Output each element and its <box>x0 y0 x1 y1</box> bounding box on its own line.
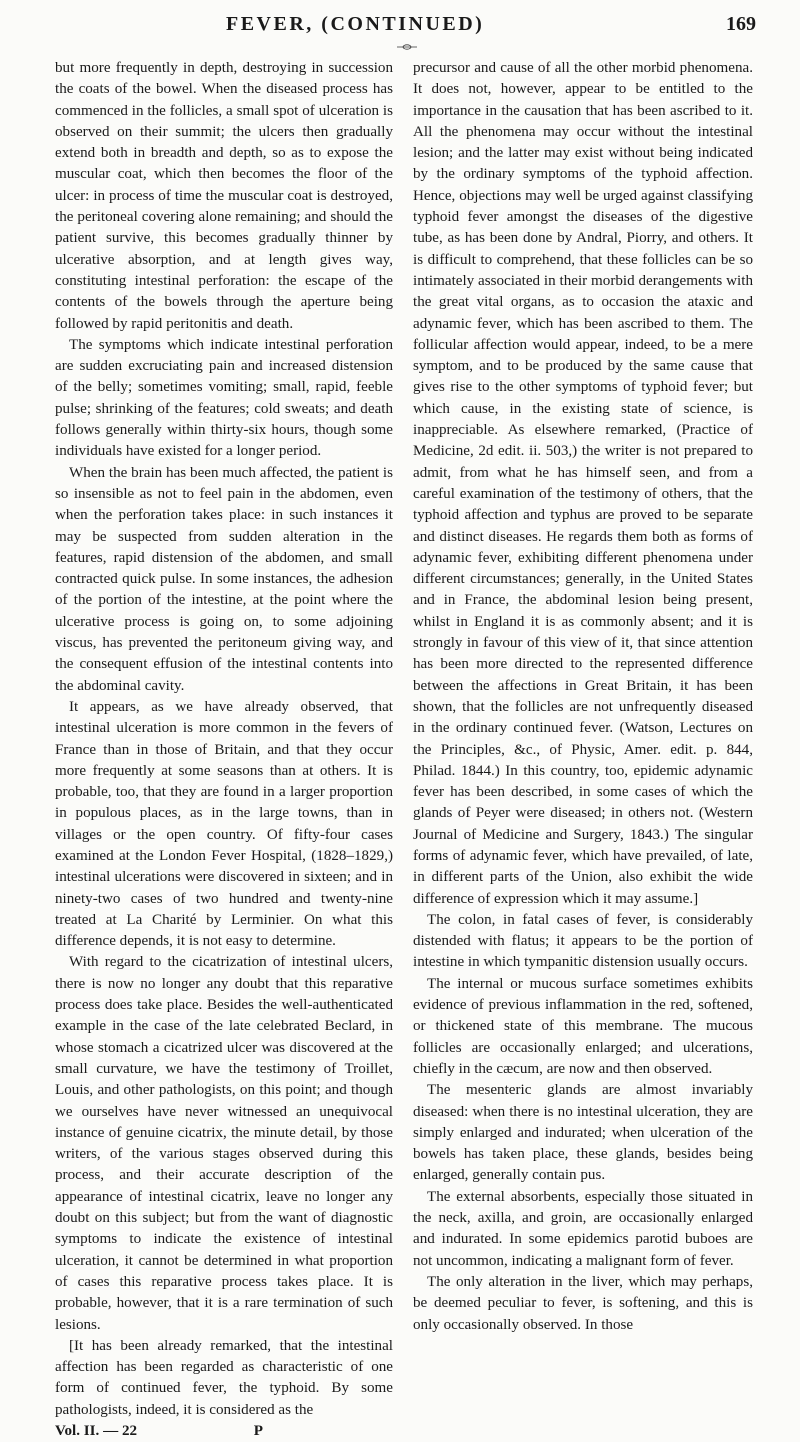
paragraph: When the brain has been much affected, the patient is so insensible as not to feel pain in the abdomen, even when the perforation takes place: in such instances it may be suspected from sudden alteration in the features, rapid distension of the abdomen, and small contracted quick pulse. In some instances, the adhesion of the portion of the intestine, at the point where the ulcerative process is going on, to some adjoining viscus, has prevented the peritoneum giving way, and the consequent effusion of the intestinal contents into the abdominal cavity. <box>55 464 393 694</box>
page-footer <box>55 1421 393 1442</box>
left-column <box>55 58 393 1442</box>
paragraph: With regard to the cicatrization of intestinal ulcers, there is now no longer any doubt that this reparative process does take place. Besides the well-authenticated example in the case of the late celebrated Beclard, in whose stomach a cicatrized ulcer was discovered at the small curvature, we have the testimony of Troillet, Louis, and other pathologists, on this point; and though we ourselves have never witnessed an unequivocal instance of genuine cicatrix, the minute detail, by those writers, of the various stages observed during this process, and their accurate description of the appearance of intestinal cicatrix, leave no longer any doubt on this subject; but from the want of diagnostic symptoms to indicate the existence of intestinal ulceration, it cannot be determined in what proportion of cases this reparative process takes place. It is probable, however, that it is a rare termination of such lesions. <box>55 954 393 1333</box>
running-title: FEVER, (CONTINUED) <box>226 13 485 35</box>
paragraph: The external absorbents, especially those situated in the neck, axilla, and groin, are occasionally enlarged and indurated. In some epidemics parotid buboes are not uncommon, indicating a malignant form of fever. <box>413 1188 753 1269</box>
ornament-icon <box>397 42 417 52</box>
paragraph: The mesenteric glands are almost invariably diseased: when there is no intestinal ulceration, they are simply enlarged and indurated; when ulceration of the bowels has taken place, these glands, besides being enlarged, generally contain pus. <box>413 1082 753 1184</box>
running-head <box>0 13 800 43</box>
right-column <box>413 58 753 1336</box>
signature-mark: P <box>253 1423 263 1439</box>
paragraph: precursor and cause of all the other morbid phenomena. It does not, however, appear to be entitled to the importance in the causation that has been ascribed to it. All the phenomena may occur without the intestinal lesion; and the latter may exist without being indicated by the ordinary symptoms of the typhoid affection. Hence, objections may well be urged against classifying typhoid fever amongst the diseases of the digestive tube, as has been done by Andral, Piorry, and others. It is difficult to comprehend, that these follicles can be so intimately associated in their morbid derangements with the great vital organs, as to occasion the ataxic and adynamic fever, which has been ascribed to them. The follicular affection would appear, indeed, to be a mere symptom, and to be produced by the same cause that gives rise to the other symptoms of typhoid fever; but which cause, in the existing state of science, is inappreciable. As elsewhere remarked, (Practice of Medicine, 2d edit. ii. 503,) the writer is not prepared to admit, from what he has himself seen, and from a careful examination of the testimony of others, that the typhoid affection and typhus are proved to be separate and distinct diseases. He regards them both as forms of adynamic fever, exhibiting different phenomena under different circumstances; generally, in the United States and in France, the abdominal lesion being present, whilst in England it is as commonly absent; and it is strongly in favour of this view of it, that since attention has been more directed to the represented difference between the affections in Great Britain, it has been shown, that the follicles are not unfrequently diseased in the ordinary continued fever. (Watson, Lectures on the Principles, &c., of Physic, Amer. edit. p. 844, Philad. 1844.) In this country, too, epidemic adynamic fever has been described, in some cases of which the glands of Peyer were diseased; in others not. (Western Journal of Medicine and Surgery, 1843.) The singular forms of adynamic fever, which have prevailed, of late, in different parts of the Union, also exhibit the wide difference of expression which it may assume.] <box>413 60 753 907</box>
page-number: 169 <box>726 13 756 35</box>
paragraph: The colon, in fatal cases of fever, is considerably distended with flatus; it appears to be the portion of intestine in which tympanitic distension usually occurs. <box>413 911 753 971</box>
paragraph: The only alteration in the liver, which may perhaps, be deemed peculiar to fever, is softening, and this is only occasionally observed. In those <box>413 1273 753 1333</box>
paragraph: It appears, as we have already observed, that intestinal ulceration is more common in the fevers of France than in those of Britain, and that they occur more frequently at some seasons than at others. It is probable, too, that they are found in a larger proportion in populous places, as in the large towns, than in villages or the open country. Of fifty-four cases examined at the London Fever Hospital, (1828–1829,) intestinal ulcerations were discovered in sixteen; and in ninety-two cases of two hundred and twenty-nine treated at La Charité by Lerminier. On what this difference depends, it is not easy to determine. <box>55 698 393 950</box>
paragraph: The symptoms which indicate intestinal perforation are sudden excruciating pain and increased distension of the belly; sometimes vomiting; small, rapid, feeble pulse; shrinking of the features; cold sweats; and death follows generally within thirty-six hours, though some individuals have existed for a longer period. <box>55 336 393 460</box>
paragraph: [It has been already remarked, that the intestinal affection has been regarded as characteristic of one form of continued fever, the typhoid. By some pathologists, indeed, it is considered as the <box>55 1337 393 1418</box>
volume-mark: Vol. II. — 22 <box>55 1423 138 1439</box>
paragraph: but more frequently in depth, destroying in succession the coats of the bowel. When the diseased process has commenced in the follicles, a small spot of ulceration is observed on their summit; the ulcers then gradually extend both in breadth and depth, so as to expose the muscular coat, which then becomes the floor of the ulcer: in process of time the muscular coat is destroyed, the peritoneal covering alone remaining; and should the patient survive, this becomes gradually thinner by ulcerative absorption, and at length gives way, constituting intestinal perforation: the escape of the contents of the bowels through the aperture being followed by rapid peritonitis and death. <box>55 60 393 332</box>
paragraph: The internal or mucous surface sometimes exhibits evidence of previous inflammation in the red, softened, or thickened state of this membrane. The mucous follicles are occasionally enlarged; and ulcerations, chiefly in the cæcum, are now and then observed. <box>413 975 753 1077</box>
